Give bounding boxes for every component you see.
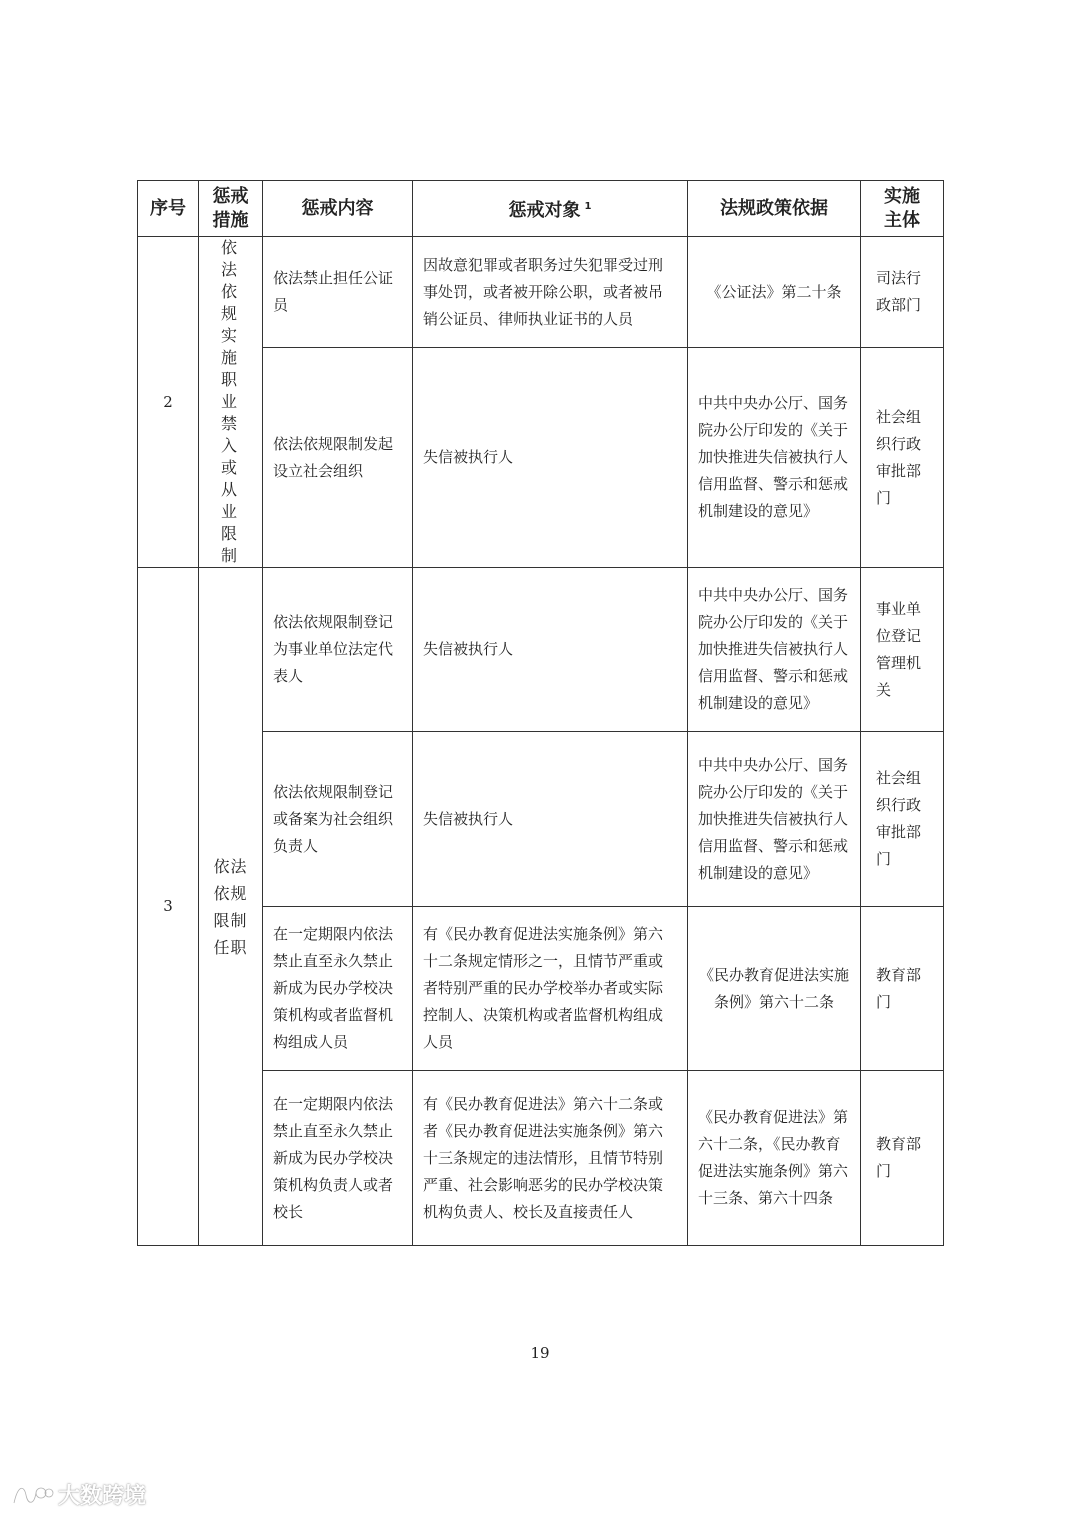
watermark [10, 1474, 146, 1514]
content-cell: 依法依规限制登记或备案为社会组织负责人 [263, 732, 413, 907]
agency-text: 司法行政部门 [876, 269, 922, 315]
basis-cell: 《公证法》第二十条 [688, 237, 861, 348]
target-cell: 因故意犯罪或者职务过失犯罪受过刑事处罚，或者被开除公职，或者被吊销公证员、律师执业证书的人员 [413, 237, 688, 348]
penalty-measures-table [137, 180, 944, 1246]
table-row [138, 237, 944, 348]
target-cell: 有《民办教育促进法》第六十二条或者《民办教育促进法实施条例》第六十三条规定的违法情形，且情节特别严重、社会影响恶劣的民办学校决策机构负责人、校长及直接责任人 [413, 1071, 688, 1246]
content-cell: 依法依规限制登记为事业单位法定代表人 [263, 568, 413, 732]
header-content: 惩戒内容 [263, 181, 413, 237]
agency-cell [861, 907, 944, 1071]
target-cell: 失信被执行人 [413, 348, 688, 568]
header-target [413, 181, 688, 237]
measure-cell [199, 237, 263, 568]
agency-cell [861, 1071, 944, 1246]
header-seq: 序号 [138, 181, 199, 237]
content-cell: 依法禁止担任公证员 [263, 237, 413, 348]
footnote-marker: 1 [584, 200, 592, 212]
basis-cell: 《民办教育促进法》第六十二条，《民办教育促进法实施条例》第六十三条、第六十四条 [688, 1071, 861, 1246]
table-row [138, 568, 944, 732]
target-cell: 失信被执行人 [413, 568, 688, 732]
basis-cell: 中共中央办公厅、国务院办公厅印发的《关于加快推进失信被执行人信用监督、警示和惩戒机制建设的意见》 [688, 568, 861, 732]
basis-cell: 《民办教育促进法实施条例》第六十二条 [688, 907, 861, 1071]
content-cell: 依法依规限制发起设立社会组织 [263, 348, 413, 568]
seq-cell: 2 [138, 237, 199, 568]
basis-cell: 中共中央办公厅、国务院办公厅印发的《关于加快推进失信被执行人信用监督、警示和惩戒机制建设的意见》 [688, 348, 861, 568]
agency-cell [861, 568, 944, 732]
agency-text: 事业单位登记管理机关 [876, 599, 922, 699]
content-cell: 在一定期限内依法禁止直至永久禁止新成为民办学校决策机构或者监督机构组成人员 [263, 907, 413, 1071]
measure-cell [199, 568, 263, 1246]
agency-text: 社会组织行政审批部门 [876, 407, 922, 507]
watermark-text: 大数跨境 [58, 1483, 147, 1509]
content-cell: 在一定期限内依法禁止直至永久禁止新成为民办学校决策机构负责人或者校长 [263, 1071, 413, 1246]
agency-cell [861, 732, 944, 907]
header-target-text: 惩戒对象 [508, 199, 581, 221]
measure-text: 依法依规实施职业禁入或从业限制 [220, 238, 243, 565]
target-cell: 有《民办教育促进法实施条例》第六十二条规定情形之一，且情节严重或者特别严重的民办学校举办者或实际控制人、决策机构或者监督机构组成人员 [413, 907, 688, 1071]
agency-text: 教育部门 [876, 1135, 922, 1180]
agency-cell [861, 348, 944, 568]
basis-cell: 中共中央办公厅、国务院办公厅印发的《关于加快推进失信被执行人信用监督、警示和惩戒机制建设的意见》 [688, 732, 861, 907]
header-measure [199, 181, 263, 237]
agency-text: 教育部门 [876, 965, 922, 1011]
agency-cell [861, 237, 944, 348]
header-agency [861, 181, 944, 237]
table-header-row [138, 181, 944, 237]
header-agency-text: 实施主体 [884, 185, 920, 231]
header-basis: 法规政策依据 [688, 181, 861, 237]
measure-text: 依法依规限制任职 [213, 856, 248, 957]
agency-text: 社会组织行政审批部门 [876, 769, 922, 868]
header-measure-text: 惩戒措施 [212, 185, 249, 231]
page-number: 19 [530, 1344, 550, 1362]
watermark-logo-icon [10, 1479, 54, 1509]
target-cell: 失信被执行人 [413, 732, 688, 907]
seq-cell: 3 [138, 568, 199, 1246]
